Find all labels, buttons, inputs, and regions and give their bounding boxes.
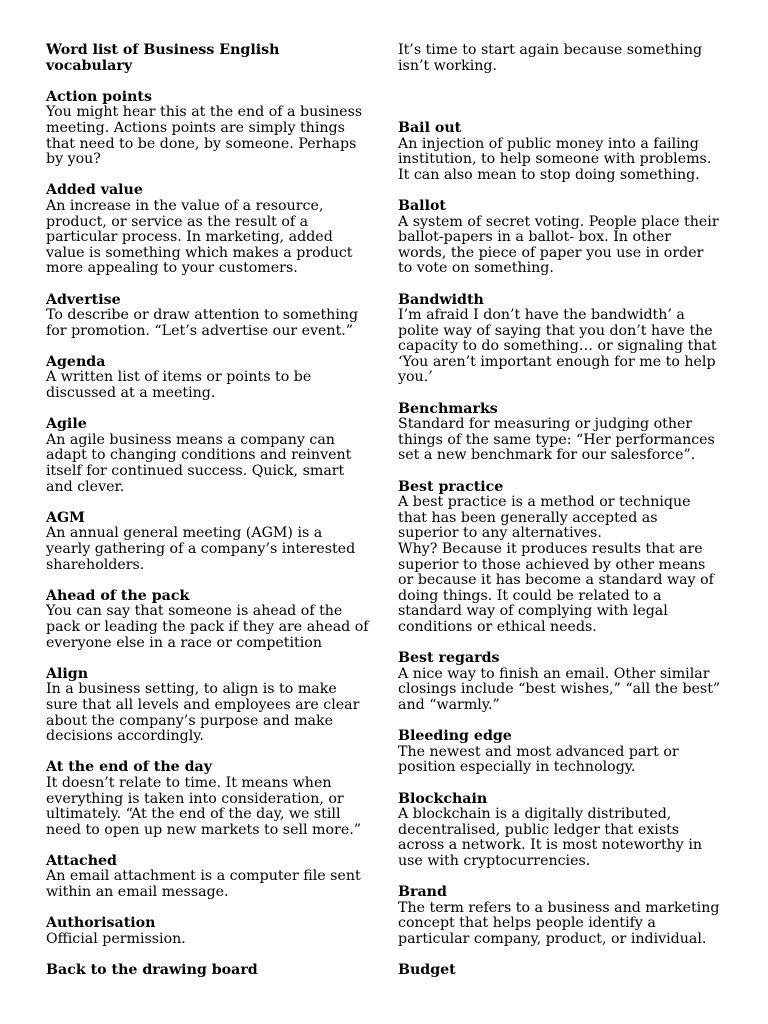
entry-term: Action points: [46, 88, 152, 105]
entry-definition-line: pack or leading the pack if they are ahead of: [46, 618, 369, 635]
entry-definition-line: It’s time to start again because something: [398, 42, 703, 58]
entry-definition-line: that need to be done, by someone. Perhaps: [46, 135, 357, 152]
glossary-entry: [398, 293, 728, 387]
glossary-entry: [398, 121, 728, 183]
entry-definition-line: adapt to changing conditions and reinvent: [46, 447, 352, 464]
glossary-entry: [398, 199, 728, 277]
entry-definition-line: You might hear this at the end of a business: [46, 104, 363, 121]
entry-definition-line: shareholders.: [46, 556, 145, 573]
entry-term: AGM: [46, 509, 85, 526]
entry-definition-line: Why? Because it produces results that are: [398, 541, 703, 557]
glossary-entry: [398, 792, 728, 870]
entry-definition-line: An increase in the value of a resource,: [46, 197, 324, 214]
entry-definition-line: or because it has become a standard way of: [398, 572, 714, 589]
entry-term: Budget: [398, 962, 456, 979]
entry-definition-line: about the company’s purpose and make: [46, 712, 334, 729]
entry-definition-line: polite way of saying that you don’t have the: [398, 322, 713, 339]
entry-definition-line: particular company, product, or individual.: [398, 930, 707, 947]
entry-definition-line: An agile business means a company can: [46, 431, 335, 448]
entry-definition-line: decentralised, public ledger that exists: [398, 821, 680, 838]
entry-definition-line: isn’t working.: [398, 57, 498, 74]
entry-definition-line: I’m afraid I don’t have the bandwidth’ a: [398, 307, 685, 324]
right-entry-list: [398, 121, 728, 979]
entry-definition-line: A written list of items or points to be: [46, 369, 312, 386]
entry-definition-line: everyone else in a race or competition: [46, 634, 322, 651]
glossary-entry: [46, 90, 376, 168]
entry-definition-line: institution, to help someone with problems.: [398, 151, 712, 168]
entry-term: Added value: [46, 182, 143, 199]
glossary-entry: [46, 667, 376, 745]
entry-definition-line: In a business setting, to align is to make: [46, 681, 337, 698]
entry-definition-line: decisions accordingly.: [46, 728, 204, 745]
entry-definition-line: set a new benchmark for our salesforce”.: [398, 447, 696, 464]
entry-definition-line: things of the same type: “Her performances: [398, 431, 715, 448]
right-column: [398, 43, 728, 994]
entry-definition-line: meeting. Actions points are simply things: [46, 119, 345, 136]
entry-definition-line: It can also mean to stop doing something.: [398, 166, 700, 183]
entry-definition-line: standard way of complying with legal: [398, 603, 668, 620]
entry-definition-line: value is something which makes a product: [46, 244, 353, 261]
glossary-entry: [46, 589, 376, 651]
entry-definition-line: that has been generally accepted as: [398, 509, 658, 526]
entry-term: Best regards: [398, 650, 500, 667]
entry-definition-line: A nice way to finish an email. Other similar: [398, 665, 710, 682]
entry-definition-line: product, or service as the result of a: [46, 213, 309, 230]
left-entry-list: [46, 90, 376, 979]
entry-term: Ballot: [398, 197, 446, 214]
glossary-entry: [398, 402, 728, 464]
entry-term: Benchmarks: [398, 400, 498, 417]
entry-definition-line: It doesn’t relate to time. It means when: [46, 774, 332, 791]
entry-definition-line: particular process. In marketing, added: [46, 229, 333, 246]
entry-definition-line: An annual general meeting (AGM) is a: [46, 525, 323, 542]
document-title: [46, 43, 376, 74]
glossary-entry: [398, 885, 728, 947]
entry-definition-line: The term refers to a business and marketing: [398, 899, 720, 916]
entry-definition-line: The newest and most advanced part or: [398, 743, 679, 760]
glossary-entry: [398, 963, 728, 979]
entry-definition-line: A blockchain is a digitally distributed,: [398, 806, 672, 823]
entry-term: Align: [46, 665, 89, 682]
entry-definition-line: ballot-papers in a ballot- box. In other: [398, 229, 672, 246]
entry-term: Blockchain: [398, 790, 488, 807]
entry-definition-line: conditions or ethical needs.: [398, 618, 597, 635]
entry-definition-line: within an email message.: [46, 884, 229, 901]
entry-definition-line: everything is taken into consideration, or: [46, 790, 344, 807]
entry-definition-line: ultimately. “At the end of the day, we still: [46, 806, 341, 823]
entry-definition-line: to vote on something.: [398, 260, 554, 277]
entry-definition-line: To describe or draw attention to something: [46, 307, 359, 324]
glossary-entry: [46, 916, 376, 947]
entry-definition-line: An email attachment is a computer file sent: [46, 868, 361, 885]
entry-term: At the end of the day: [46, 759, 212, 776]
entry-term: Best practice: [398, 478, 504, 495]
entry-definition-line: A system of secret voting. People place their: [398, 213, 719, 230]
entry-definition-line: you.’: [398, 369, 433, 386]
entry-definition-line: across a network. It is most noteworthy in: [398, 837, 702, 854]
entry-term: Authorisation: [46, 915, 156, 932]
glossary-entry: [46, 963, 376, 979]
title-line: vocabulary: [46, 57, 133, 74]
continued-definition: [398, 43, 728, 74]
entry-definition-line: An injection of public money into a failing: [398, 135, 699, 152]
entry-definition-line: concept that helps people identify a: [398, 915, 656, 932]
entry-term: Agile: [46, 416, 87, 433]
entry-definition-line: A best practice is a method or technique: [398, 494, 691, 511]
glossary-entry: [398, 729, 728, 776]
entry-term: Bandwidth: [398, 291, 484, 308]
entry-definition-line: more appealing to your customers.: [46, 260, 298, 277]
entry-definition-line: use with cryptocurrencies.: [398, 852, 591, 869]
glossary-entry: [46, 760, 376, 838]
glossary-entry: [46, 355, 376, 402]
entry-definition-line: and “warmly.”: [398, 696, 500, 713]
entry-definition-line: yearly gathering of a company’s interested: [46, 541, 356, 557]
entry-term: Attached: [46, 852, 117, 869]
title-line: Word list of Business English: [46, 42, 280, 58]
entry-definition-line: doing things. It could be related to a: [398, 587, 662, 604]
left-column: [46, 43, 376, 994]
glossary-entry: [46, 293, 376, 340]
entry-definition-line: closings include “best wishes,” “all the best”: [398, 681, 721, 698]
entry-term: Advertise: [46, 291, 121, 308]
entry-definition-line: and clever.: [46, 478, 125, 495]
glossary-entry: [46, 417, 376, 495]
entry-definition-line: for promotion. “Let’s advertise our event.”: [46, 322, 354, 339]
glossary-entry: [46, 183, 376, 277]
entry-term: Bail out: [398, 119, 462, 136]
entry-definition-line: superior to any alternatives.: [398, 525, 602, 542]
entry-definition-line: ‘You aren’t important enough for me to help: [398, 353, 716, 370]
entry-definition-line: sure that all levels and employees are clear: [46, 696, 360, 713]
glossary-entry: [46, 854, 376, 901]
entry-definition-line: itself for continued success. Quick, smart: [46, 463, 345, 480]
entry-term: Bleeding edge: [398, 728, 512, 745]
glossary-entry: [46, 511, 376, 573]
column-spacer: [398, 90, 728, 121]
entry-term: Back to the drawing board: [46, 962, 258, 979]
entry-definition-line: need to open up new markets to sell more.”: [46, 821, 361, 838]
entry-term: Agenda: [46, 353, 106, 370]
entry-definition-line: You can say that someone is ahead of the: [46, 603, 343, 620]
entry-definition-line: superior to those achieved by other means: [398, 556, 706, 573]
glossary-entry: [398, 480, 728, 636]
entry-term: Ahead of the pack: [46, 587, 190, 604]
entry-definition-line: by you?: [46, 151, 101, 168]
entry-definition-line: Standard for measuring or judging other: [398, 416, 693, 433]
entry-definition-line: Official permission.: [46, 930, 186, 947]
entry-definition-line: capacity to do something… or signaling that: [398, 338, 717, 355]
entry-definition-line: position especially in technology.: [398, 759, 636, 776]
glossary-entry: [398, 651, 728, 713]
entry-definition-line: discussed at a meeting.: [46, 385, 216, 402]
entry-term: Brand: [398, 884, 447, 901]
entry-definition-line: words, the piece of paper you use in order: [398, 244, 704, 261]
